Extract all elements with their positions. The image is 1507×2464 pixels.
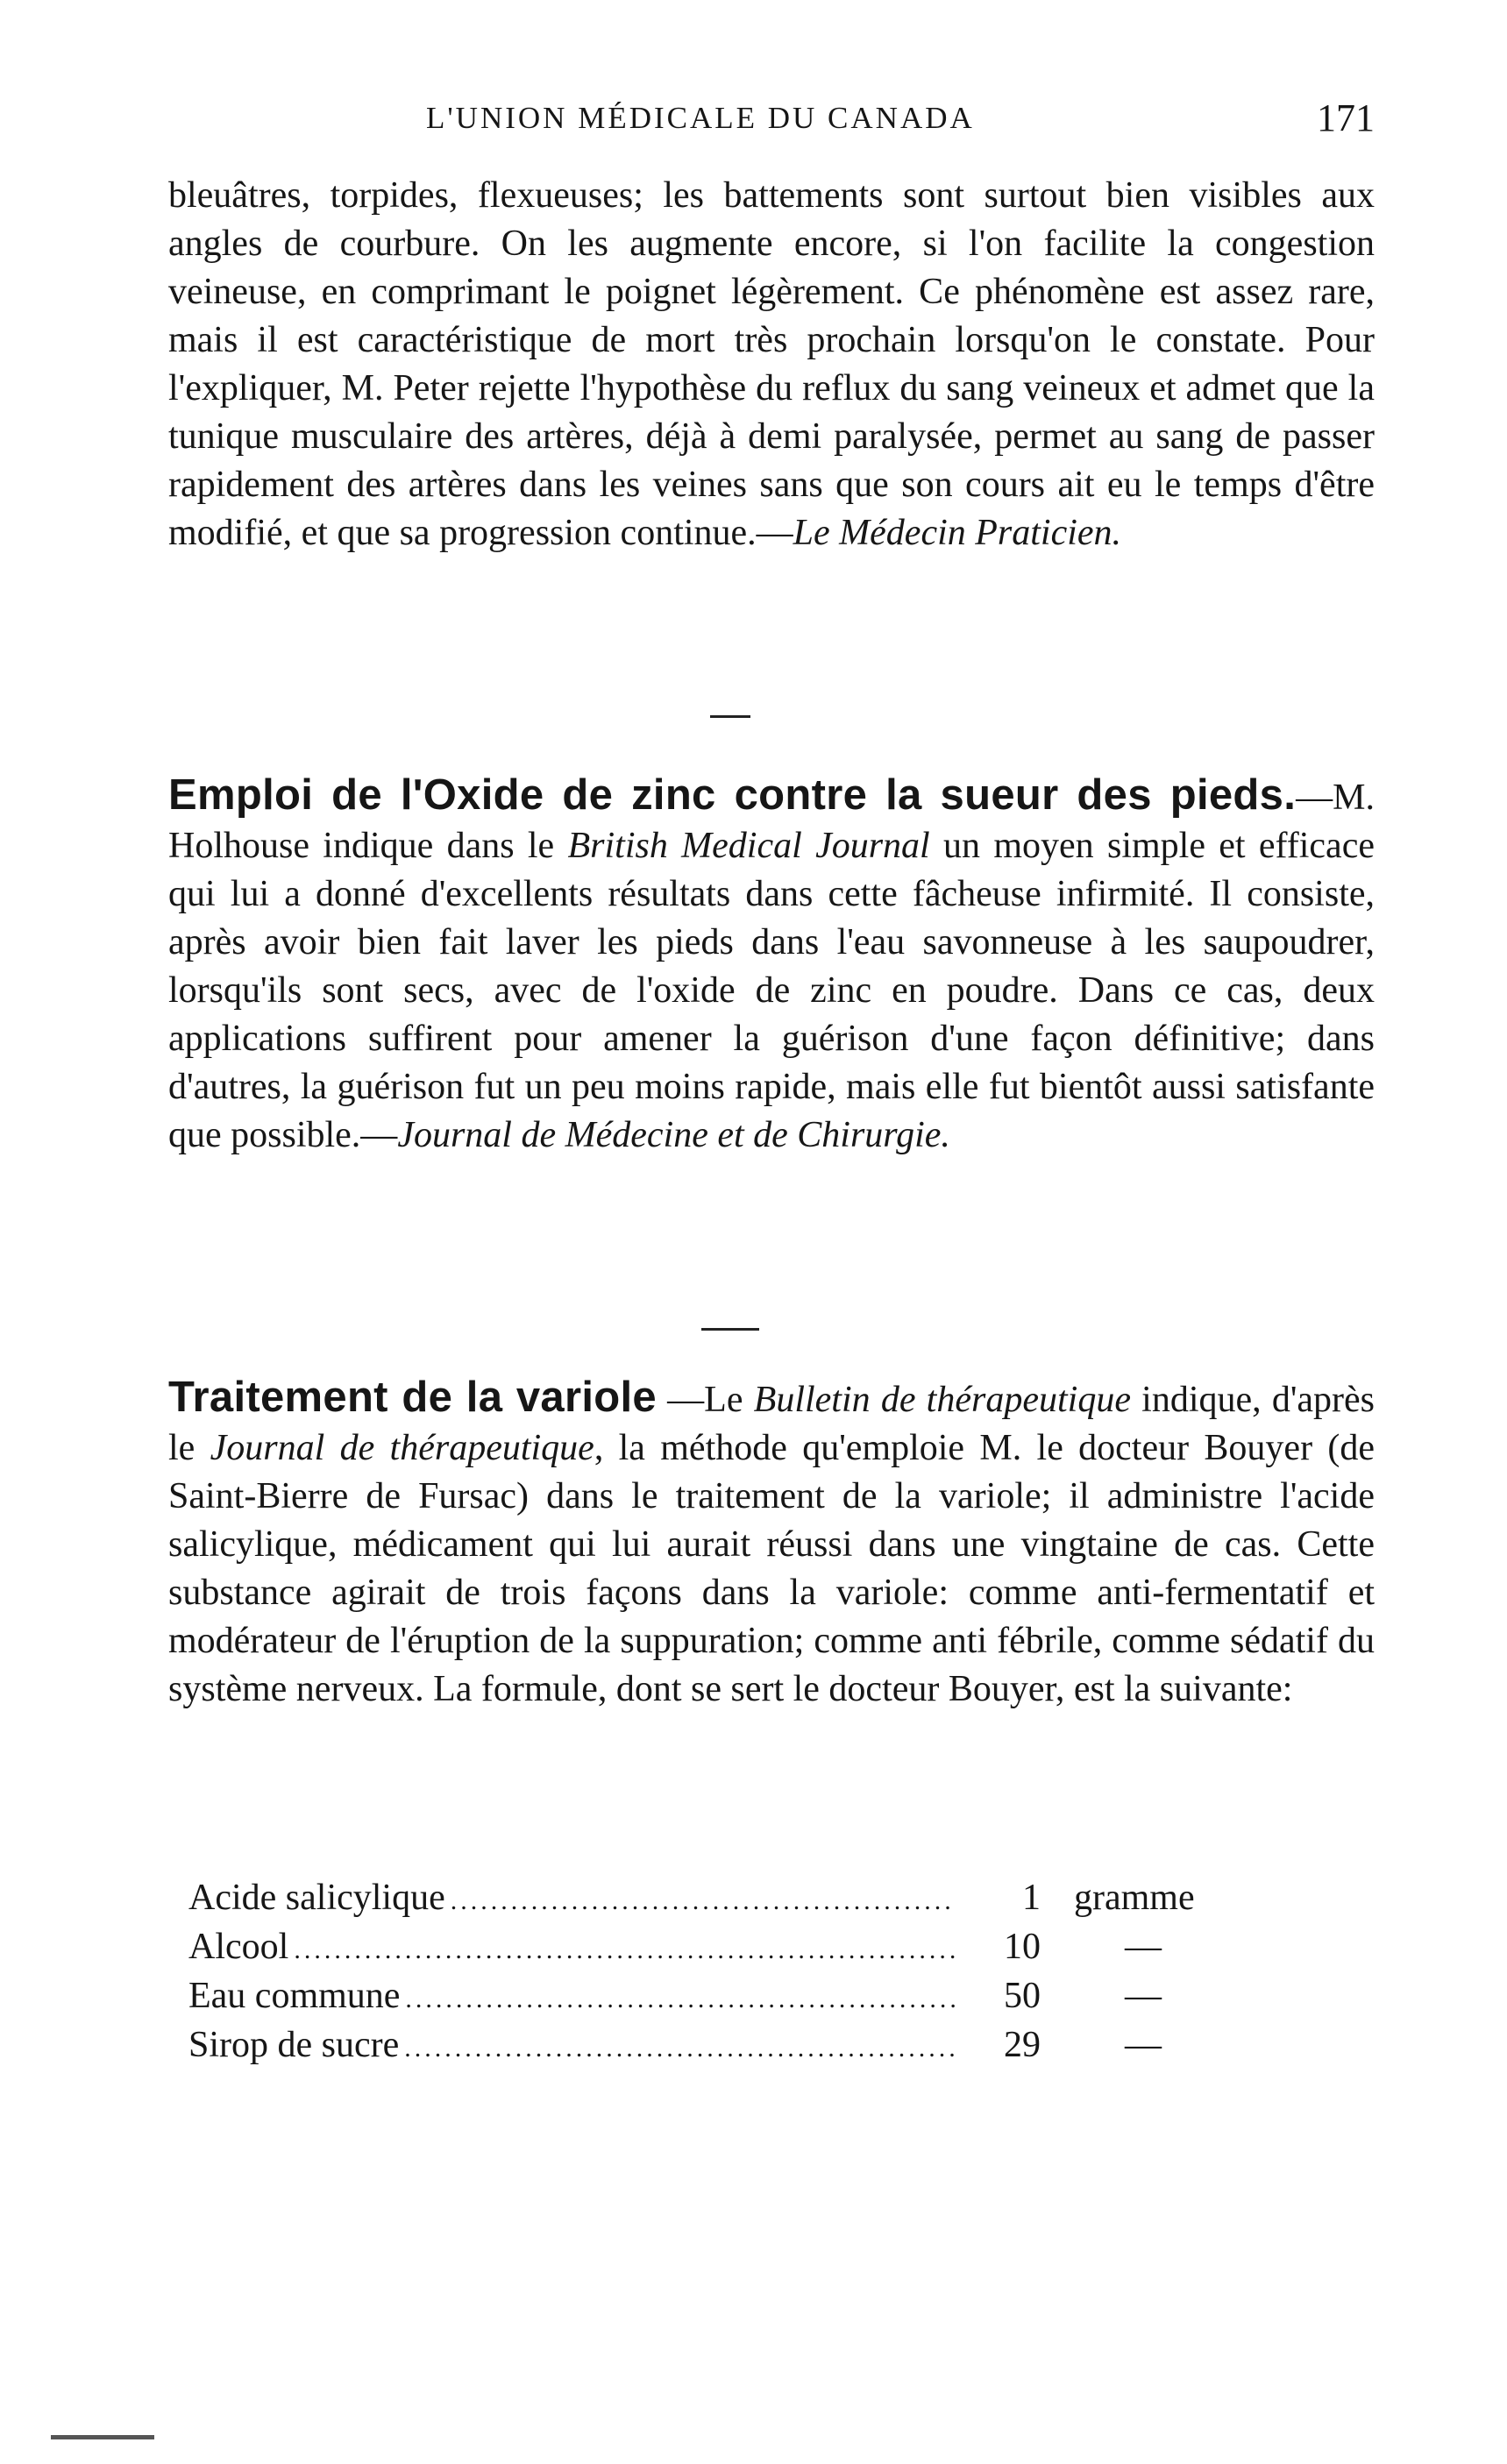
- recipe-unit: gramme: [1074, 1878, 1195, 1918]
- recipe-quantity: 1: [1022, 1878, 1041, 1918]
- continuation-text: bleuâtres, torpides, flexueuses; les battements sont surtout bien visibles aux angles de courbure. On les augmente encore, si l'on facilite la congestion veineuse, en comprimant le poignet légèrement. Ce phénomène est assez rare, mais il est caractéristique de mort très prochain lorsqu'on le constate. Pour l'expliquer, M. Peter rejette l'hypothèse du reflux du sang veineux et admet que la tunique musculaire des artères, déjà à demi paralysée, permet au sang de passer rapidement des artères dans les veines sans que son cours ait eu le temps d'être modifié, et que sa progression continue.—: [168, 175, 1375, 553]
- article-variole-text-3: , la méthode qu'emploie M. le docteur Bouyer (de Saint-Bierre de Fursac) dans le traitement de la variole; il administre l'acide salicylique, médicament qui lui aurait réussi dans une vingtaine de cas. Cette substance agirait de trois façons dans la variole: comme anti-fermentatif et modérateur de l'éruption de la suppuration; comme anti fébrile, comme sédatif du système nerveux. La formule, dont se sert le docteur Bouyer, est la suivante:: [168, 1428, 1375, 1709]
- recipe-ingredient: Alcool: [188, 1927, 289, 1967]
- article-zinc-text-2: un moyen simple et efficace qui lui a donné d'excellents résultats dans cette fâcheuse infirmité. Il consiste, après avoir bien fait laver les pieds dans l'eau savonneuse à les saupoudrer, lorsqu'ils sont secs, avec de l'oxide de zinc en poudre. Dans ce cas, deux applications suffirent pour amener la guérison d'une façon définitive; dans d'autres, la guérison fut un peu moins rapide, mais elle fut bientôt aussi satisfante que possible.—: [168, 826, 1375, 1155]
- recipe-unit: —: [1125, 1927, 1162, 1967]
- continuation-source: Le Médecin Praticien.: [793, 513, 1122, 553]
- leader-dots: [405, 1975, 955, 2024]
- article-variole-bulletin: Bulletin de thérapeutique: [753, 1380, 1131, 1420]
- article-variole: [168, 1374, 1375, 1714]
- recipe-quantity: 10: [1004, 1927, 1041, 1967]
- recipe-ingredient: Eau commune: [188, 1976, 401, 2016]
- article-zinc-heading: Emploi de l'Oxide de zinc contre la sueur des pieds.: [168, 771, 1297, 819]
- article-variole-text-1: —Le: [656, 1380, 754, 1420]
- recipe-quantity: 50: [1004, 1976, 1041, 2016]
- article-variole-text-2: indique, d'après le: [168, 1380, 1375, 1468]
- leader-dots: [404, 2024, 955, 2073]
- article-zinc-source: Journal de Médecine et de Chirurgie.: [397, 1115, 950, 1155]
- article-variole-journal: Journal de thérapeutique: [210, 1428, 594, 1468]
- section-divider: [701, 1328, 759, 1331]
- continuation-paragraph: [168, 172, 1375, 557]
- bottom-edge-mark: [51, 2435, 154, 2439]
- recipe-row: [188, 2020, 1276, 2070]
- running-head: [426, 98, 1375, 138]
- recipe-row: [188, 1873, 1276, 1922]
- journal-title: L'UNION MÉDICALE DU CANADA: [426, 101, 975, 135]
- recipe-ingredient: Acide salicylique: [188, 1878, 445, 1918]
- page-number: 171: [1317, 96, 1375, 139]
- article-zinc-text-1: —M. Holhouse indique dans le: [168, 778, 1375, 866]
- recipe-unit: —: [1125, 2025, 1162, 2065]
- section-divider: [710, 715, 750, 718]
- recipe-row: [188, 1922, 1276, 1971]
- recipe-quantity: 29: [1004, 2025, 1041, 2065]
- leader-dots: [451, 1877, 955, 1926]
- recipe-ingredient: Sirop de sucre: [188, 2025, 400, 2065]
- article-zinc-journal: British Medical Journal: [567, 826, 930, 866]
- recipe-unit: —: [1125, 1976, 1162, 2016]
- article-variole-heading: Traitement de la variole: [168, 1374, 657, 1421]
- recipe-table: [188, 1873, 1276, 2070]
- leader-dots: [294, 1926, 955, 1975]
- recipe-row: [188, 1971, 1276, 2020]
- article-zinc: [168, 771, 1375, 1160]
